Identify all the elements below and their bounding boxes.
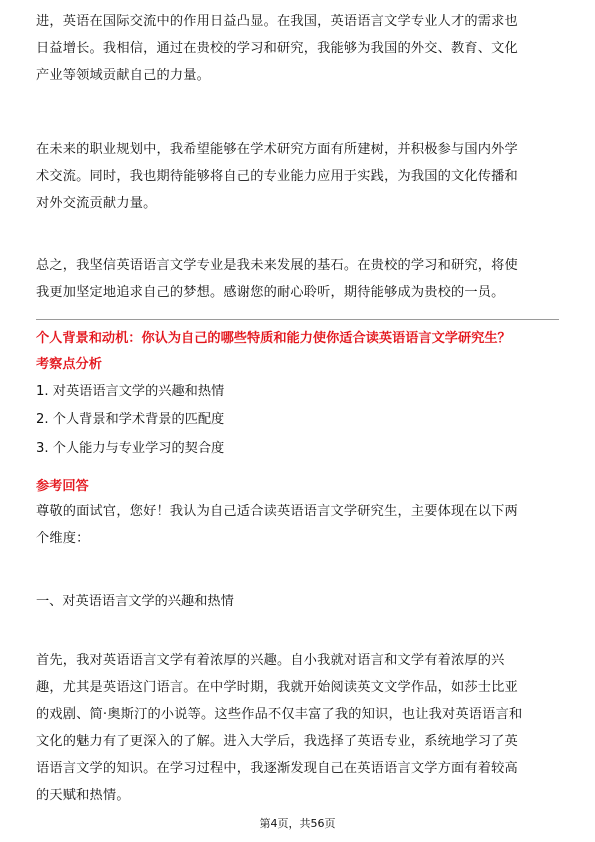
text-line: 个维度： [36,531,90,546]
text-line: 在未来的职业规划中，我希望能够在学术研究方面有所建树，并积极参与国内外学 [36,142,518,157]
text-line: 进，英语在国际交流中的作用日益凸显。在我国，英语语言文学专业人才的需求也 [36,14,518,29]
analysis-item-2: 2. 个人背景和学术背景的匹配度 [36,412,225,427]
text-line: 语语言文学的知识。在学习过程中，我逐渐发现自己在英语语言文学方面有着较高 [36,761,518,776]
section-divider [36,319,559,320]
text-line: 首先，我对英语语言文学有着浓厚的兴趣。自小我就对语言和文学有着浓厚的兴 [36,653,505,668]
text-line: 日益增长。我相信，通过在贵校的学习和研究，我能够为我国的外交、教育、文化 [36,41,518,56]
analysis-item-3: 3. 个人能力与专业学习的契合度 [36,441,225,456]
text-line: 趣，尤其是英语这门语言。在中学时期，我就开始阅读英文文学作品，如莎士比亚 [36,680,518,695]
text-line: 术交流。同时，我也期待能够将自己的专业能力应用于实践，为我国的文化传播和 [36,169,518,184]
paragraph-career-contribution [36,8,558,89]
text-line: 的天赋和热情。 [36,788,130,803]
text-line: 的戏剧、简·奥斯汀的小说等。这些作品不仅丰富了我的知识，也让我对英语语言和 [36,707,523,722]
text-line: 文化的魅力有了更深入的了解。进入大学后，我选择了英语专业，系统地学习了英 [36,734,518,749]
page-number: 第4页，共56页 [259,817,336,830]
answer-heading: 参考回答 [36,479,89,494]
paragraph-career-plan [36,136,558,217]
answer-section-heading: 一、对英语语言文学的兴趣和热情 [36,594,234,609]
interview-question: 个人背景和动机：你认为自己的哪些特质和能力使你适合读英语语言文学研究生？ [36,331,511,346]
answer-body [36,647,558,809]
paragraph-conclusion [36,252,558,306]
text-line: 产业等领域贡献自己的力量。 [36,68,211,83]
text-line: 总之，我坚信英语语言文学专业是我未来发展的基石。在贵校的学习和研究，将使 [36,258,518,273]
analysis-heading: 考察点分析 [36,357,102,372]
answer-intro [36,498,558,552]
analysis-item-1: 1. 对英语语言文学的兴趣和热情 [36,384,225,399]
text-line: 对外交流贡献力量。 [36,196,157,211]
text-line: 我更加坚定地追求自己的梦想。感谢您的耐心聆听，期待能够成为贵校的一员。 [36,285,505,300]
text-line: 尊敬的面试官，您好！我认为自己适合读英语语言文学研究生，主要体现在以下两 [36,504,518,519]
